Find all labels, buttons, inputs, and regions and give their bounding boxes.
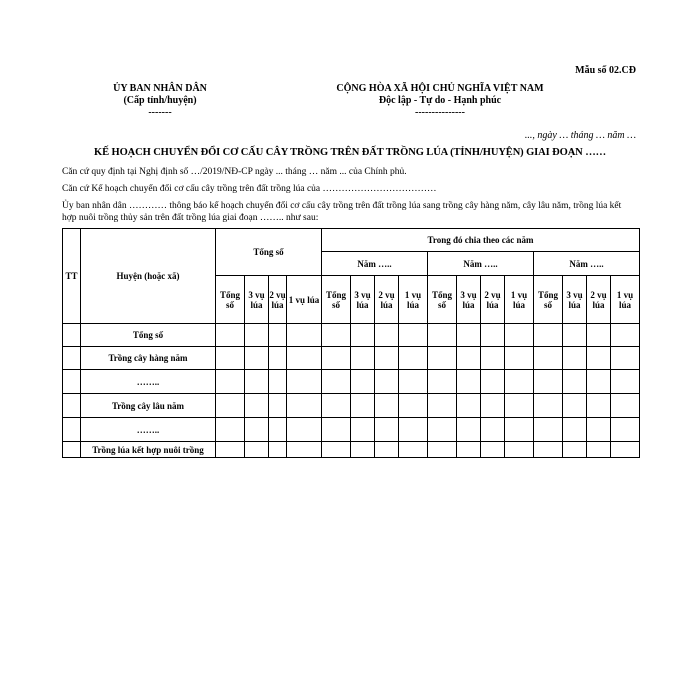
legal-basis-paragraph-2: Căn cứ Kế hoạch chuyển đổi cơ cấu cây trồng trên đất trồng lúa của ……………………………… (62, 184, 437, 194)
header-tt: TT (63, 229, 81, 324)
form-code: Mẫu số 02.CĐ (575, 65, 636, 76)
cell-tt (63, 324, 81, 347)
national-motto-header (300, 83, 580, 119)
subheader-three-crops: 3 vụ lúa (563, 276, 587, 324)
issuing-authority-header (90, 83, 230, 119)
subheader-two-crops: 2 vụ lúa (481, 276, 505, 324)
subheader-one-crop: 1 vụ lúa (287, 276, 322, 324)
authority-name: ỦY BAN NHÂN DÂN (113, 83, 207, 94)
row-label-rice-aquaculture: Trồng lúa kết hợp nuôi trồng (81, 442, 216, 458)
subheader-one-crop: 1 vụ lúa (611, 276, 640, 324)
document-title: KẾ HOẠCH CHUYỂN ĐỔI CƠ CẤU CÂY TRỒNG TRÊN ĐẤT TRỒNG LÚA (TỈNH/HUYỆN) GIAI ĐOẠN …… (94, 147, 606, 158)
header-year-1: Năm ….. (322, 252, 428, 276)
subheader-three-crops: 3 vụ lúa (351, 276, 375, 324)
table-row (63, 347, 640, 370)
header-total: Tổng số (216, 229, 322, 276)
cell-tt (63, 418, 81, 442)
table-row (63, 370, 640, 394)
subheader-total: Tổng số (216, 276, 245, 324)
row-label-annual-crops: Trồng cây hàng năm (81, 347, 216, 370)
legal-basis-paragraph-1: Căn cứ quy định tại Nghị định số …/2019/NĐ-CP ngày ... tháng … năm ... của Chính phủ. (62, 167, 407, 177)
header-district: Huyện (hoặc xã) (81, 229, 216, 324)
table-row (63, 324, 640, 347)
subheader-three-crops: 3 vụ lúa (457, 276, 481, 324)
conversion-plan-table (62, 228, 640, 458)
header-year-3: Năm ….. (534, 252, 640, 276)
subheader-total: Tổng số (428, 276, 457, 324)
subheader-three-crops: 3 vụ lúa (245, 276, 269, 324)
cell-tt (63, 442, 81, 458)
date-line: ..., ngày … tháng … năm … (524, 130, 636, 141)
motto-divider: --------------- (415, 107, 465, 118)
table-row (63, 394, 640, 418)
row-label-total: Tổng số (81, 324, 216, 347)
subheader-one-crop: 1 vụ lúa (505, 276, 534, 324)
subheader-one-crop: 1 vụ lúa (399, 276, 428, 324)
cell-tt (63, 394, 81, 418)
subheader-total: Tổng số (322, 276, 351, 324)
row-label-perennial-crops: Trồng cây lâu năm (81, 394, 216, 418)
table-row (63, 442, 640, 458)
national-motto: Độc lập - Tự do - Hạnh phúc (378, 95, 502, 106)
subheader-two-crops: 2 vụ lúa (375, 276, 399, 324)
announcement-paragraph: Ủy ban nhân dân ………… thông báo kế hoạch chuyển đổi cơ cấu cây trồng trên đất trồng lúa sang trồng cây hàng năm, cây lâu năm, trồng lúa kết hợp nuôi trồng thủy sản trên đất trồng lúa giai đoạn …….. như sau: (62, 201, 622, 223)
authority-level: (Cấp tỉnh/huyện) (123, 95, 197, 106)
country-name: CỘNG HÒA XÃ HỘI CHỦ NGHĨA VIỆT NAM (336, 83, 544, 94)
subheader-total: Tổng số (534, 276, 563, 324)
table-row (63, 418, 640, 442)
subheader-two-crops: 2 vụ lúa (269, 276, 287, 324)
authority-divider: ------- (148, 107, 172, 118)
row-label-placeholder: …….. (81, 370, 216, 394)
cell-tt (63, 347, 81, 370)
header-year-2: Năm ….. (428, 252, 534, 276)
row-label-placeholder: …….. (81, 418, 216, 442)
header-breakdown-by-year: Trong đó chia theo các năm (322, 229, 640, 252)
subheader-two-crops: 2 vụ lúa (587, 276, 611, 324)
cell-tt (63, 370, 81, 394)
